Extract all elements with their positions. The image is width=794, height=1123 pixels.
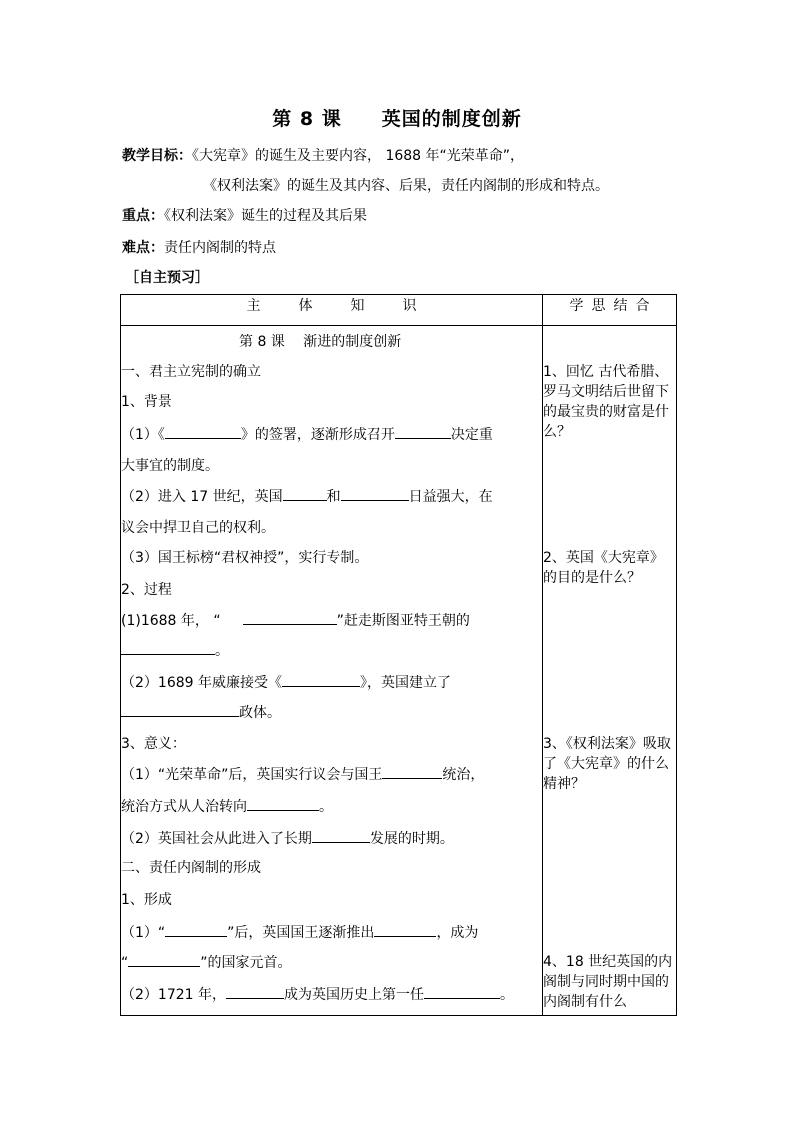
table-header-row — [121, 295, 677, 326]
blank[interactable] — [374, 922, 436, 937]
lesson-title: 第 8 课 渐进的制度创新 — [239, 334, 402, 350]
process-item-2-cont: 政体。 — [121, 702, 281, 723]
study-table — [120, 294, 677, 1016]
reflection-cell — [543, 326, 677, 1016]
background-item-1-cont: 大事宜的制度。 — [121, 458, 219, 474]
blank[interactable] — [121, 702, 239, 717]
question-1: 1、回忆 古代希腊、罗马文明结后世留下的最宝贵的财富是什么？ — [543, 364, 669, 440]
formation-item-1-cont: “ ”的国家元首。 — [121, 952, 292, 973]
difficulty-line — [122, 238, 276, 258]
table-body-row — [121, 326, 677, 1016]
title-name: 英国的制度创新 — [381, 108, 522, 130]
heading-1: 一、君主立宪制的确立 — [121, 364, 261, 380]
blank[interactable] — [128, 952, 200, 967]
question-4: 4、18 世纪英国的内阁制与同时期中国的内阁制有什么 — [543, 954, 673, 1010]
blank[interactable] — [424, 984, 500, 999]
page-title — [0, 104, 794, 131]
content-cell — [121, 326, 543, 1016]
blank[interactable] — [243, 610, 337, 625]
header-right: 学思结合 — [569, 298, 658, 314]
blank[interactable] — [165, 922, 227, 937]
blank[interactable] — [165, 424, 241, 439]
process-item-1: (1)1688 年， “ ”赶走斯图亚特王朝的 — [121, 610, 470, 631]
objectives-text-1: 《大宪章》的诞生及主要内容， 1688 年“光荣革命”， — [192, 148, 525, 164]
subheading-formation: 1、形成 — [121, 892, 172, 908]
header-left-cell — [121, 295, 543, 326]
question-3: 3、《权利法案》吸取了《大宪章》的什么精神？ — [543, 736, 671, 792]
background-item-1: （1）《 》的签署，逐渐形成召开 决定重 — [121, 424, 493, 445]
subheading-background: 1、背景 — [121, 394, 172, 410]
heading-2: 二、责任内阁制的形成 — [121, 860, 261, 876]
significance-item-1: （1）“光荣革命”后，英国实行议会与国王 统治， — [121, 764, 484, 785]
significance-item-1-cont: 统治方式从人治转向 。 — [121, 796, 333, 817]
objectives-label: 教学目标： — [122, 148, 192, 164]
section-label: ［自主预习］ — [125, 270, 209, 286]
process-item-2: （2）1689 年威廉接受《 》，英国建立了 — [121, 672, 451, 693]
title-lesson: 第 8 课 — [272, 108, 342, 130]
background-item-3: （3）国王标榜“君权神授”，实行专制。 — [121, 550, 369, 566]
objectives-line-2: 《权利法案》的诞生及其内容、后果，责任内阁制的形成和特点。 — [203, 178, 609, 194]
subheading-process: 2、过程 — [121, 582, 172, 598]
difficulty-label: 难点： — [122, 240, 164, 256]
background-item-2-cont: 议会中捍卫自己的权利。 — [121, 520, 275, 536]
blank[interactable] — [247, 796, 319, 811]
key-point-line — [122, 206, 367, 226]
blank[interactable] — [121, 640, 215, 655]
blank[interactable] — [226, 984, 284, 999]
formation-item-2: （2）1721 年， 成为英国历史上第一任 。 — [121, 984, 514, 1005]
blank[interactable] — [395, 424, 451, 439]
blank[interactable] — [312, 828, 370, 843]
question-2: 2、英国《大宪章》的目的是什么？ — [543, 550, 664, 586]
blank[interactable] — [382, 764, 442, 779]
process-item-1-cont: 。 — [121, 640, 229, 661]
difficulty-text: 责任内阁制的特点 — [164, 240, 276, 256]
key-point-label: 重点： — [122, 208, 164, 224]
blank[interactable] — [283, 486, 327, 501]
key-point-text: 《权利法案》诞生的过程及其后果 — [164, 208, 367, 224]
objectives-line-1 — [122, 146, 524, 166]
significance-item-2: （2）英国社会从此进入了长期 发展的时期。 — [121, 828, 454, 849]
formation-item-1: （1）“ ”后，英国国王逐渐推出 ，成为 — [121, 922, 478, 943]
blank[interactable] — [282, 672, 360, 687]
blank[interactable] — [341, 486, 409, 501]
header-left: 主体知识 — [246, 298, 455, 314]
header-right-cell — [543, 295, 677, 326]
background-item-2: （2）进入 17 世纪，英国 和 日益强大，在 — [121, 486, 493, 507]
subheading-significance: 3、意义： — [121, 736, 186, 752]
